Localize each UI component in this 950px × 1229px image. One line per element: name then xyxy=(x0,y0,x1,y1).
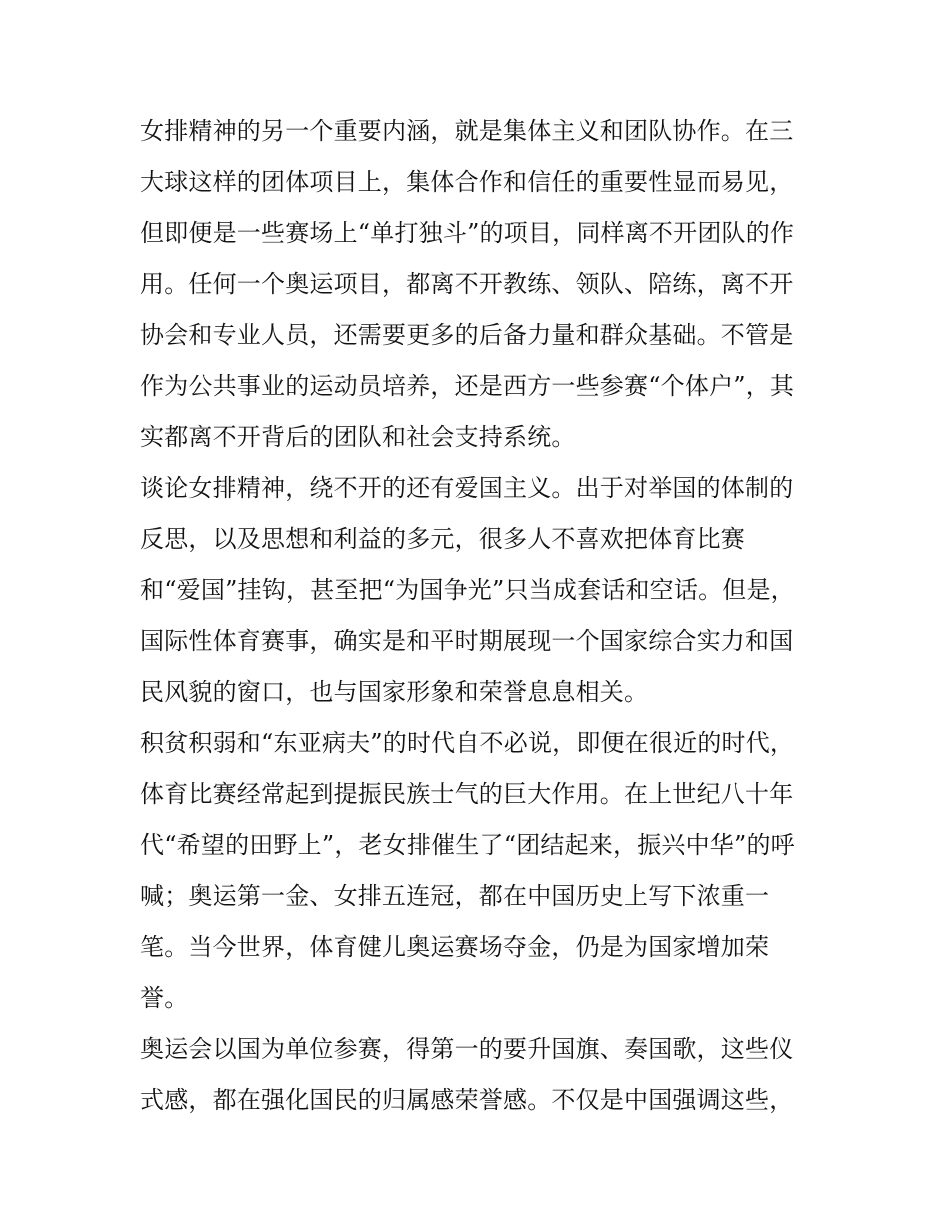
text-line: 民风貌的窗口，也与国家形象和荣誉息息相关。 xyxy=(140,678,649,706)
paragraph-2 xyxy=(140,463,820,718)
paragraph-4 xyxy=(140,1024,820,1126)
text-line: 谈论女排精神，绕不开的还有爱国主义。出于对举国的体制的 xyxy=(140,474,794,502)
text-line: 体育比赛经常起到提振民族士气的巨大作用。在上世纪八十年 xyxy=(140,780,794,808)
text-line: 式感，都在强化国民的归属感荣誉感。不仅是中国强调这些， xyxy=(140,1086,794,1114)
text-line: 女排精神的另一个重要内涵，就是集体主义和团队协作。在三 xyxy=(140,117,794,145)
paragraph-3 xyxy=(140,718,820,1024)
text-line: 作为公共事业的运动员培养，还是西方一些参赛“个体户”，其 xyxy=(140,372,795,400)
paragraph-1 xyxy=(140,106,820,463)
text-line: 协会和专业人员，还需要更多的后备力量和群众基础。不管是 xyxy=(140,321,794,349)
text-line: 反思，以及思想和利益的多元，很多人不喜欢把体育比赛 xyxy=(140,525,745,553)
text-line: 积贫积弱和“东亚病夫”的时代自不必说，即便在很近的时代， xyxy=(140,729,795,757)
text-line: 代“希望的田野上”，老女排催生了“团结起来，振兴中华”的呼 xyxy=(140,831,795,859)
text-line: 大球这样的团体项目上，集体合作和信任的重要性显而易见， xyxy=(140,168,794,196)
text-line: 笔。当今世界，体育健儿奥运赛场夺金，仍是为国家增加荣 xyxy=(140,933,770,961)
text-line: 用。任何一个奥运项目，都离不开教练、领队、陪练，离不开 xyxy=(140,270,794,298)
text-line: 奥运会以国为单位参赛，得第一的要升国旗、奏国歌，这些仪 xyxy=(140,1035,794,1063)
text-line: 实都离不开背后的团队和社会支持系统。 xyxy=(140,423,576,451)
text-line: 喊；奥运第一金、女排五连冠，都在中国历史上写下浓重一 xyxy=(140,882,770,910)
text-line: 国际性体育赛事，确实是和平时期展现一个国家综合实力和国 xyxy=(140,627,794,655)
document-body xyxy=(140,106,820,1126)
text-line: 誉。 xyxy=(140,984,189,1012)
text-line: 和“爱国”挂钩，甚至把“为国争光”只当成套话和空话。但是， xyxy=(140,576,795,604)
text-line: 但即便是一些赛场上“单打独斗”的项目，同样离不开团队的作 xyxy=(140,219,795,247)
